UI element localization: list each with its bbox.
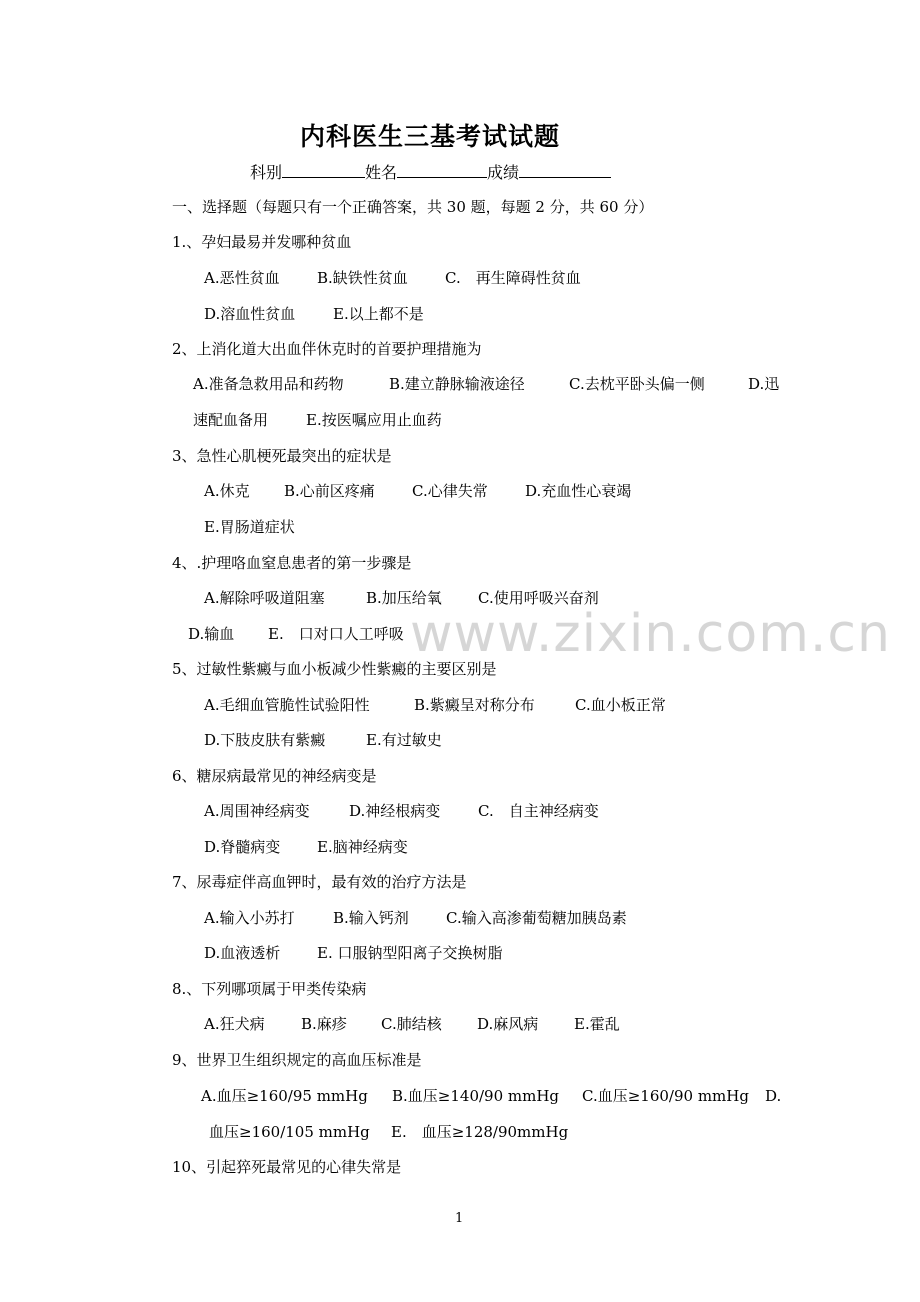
dept-blank[interactable] [282,162,365,178]
option-a: A.毛细血管脆性试验阳性 [204,696,370,714]
option-c: C.使用呼吸兴奋剂 [478,589,599,607]
option-b: B.输入钙剂 [333,909,409,927]
option-e: E.胃肠道症状 [204,518,295,536]
option-d: D.充血性心衰竭 [525,482,632,500]
watermark: www.zixin.com.cn [410,604,891,664]
option-a: A.输入小苏打 [204,909,295,927]
option-d-end: 血压≥160/105 mmHg [209,1123,370,1141]
question-9-stem: 9、世界卫生组织规定的高血压标准是 [172,1051,422,1069]
option-a: A.解除呼吸道阻塞 [204,589,325,607]
question-2-stem: 2、上消化道大出血伴休克时的首要护理措施为 [172,340,482,358]
option-a: A.周围神经病变 [204,802,310,820]
option-b: B.紫癜呈对称分布 [414,696,535,714]
option-b: B.血压≥140/90 mmHg [392,1087,560,1105]
option-a: A.狂犬病 [204,1015,265,1033]
option-b: D.神经根病变 [349,802,441,820]
question-1-stem: 1.、孕妇最易并发哪种贫血 [172,233,352,251]
option-e: E.脑神经病变 [317,838,408,856]
option-e: E. 口服钠型阳离子交换树脂 [317,944,503,962]
option-a: A.准备急救用品和药物 [193,375,344,393]
option-d: D.输血 [188,625,235,643]
section-heading: 一、选择题（每题只有一个正确答案，共 30 题，每题 2 分，共 60 分） [172,198,654,216]
option-e: E.霍乱 [574,1015,620,1033]
option-c: C.心律失常 [412,482,488,500]
option-e: E. 口对口人工呼吸 [268,625,404,643]
page-title: 内科医生三基考试试题 [299,122,560,151]
option-d: D.血液透析 [204,944,281,962]
option-c: C.肺结核 [381,1015,442,1033]
option-b: B.加压给氧 [366,589,442,607]
option-a: A.血压≥160/95 mmHg [201,1087,368,1105]
option-c: C.血小板正常 [575,696,666,714]
option-b: B.心前区疼痛 [284,482,375,500]
option-d: D.脊髓病变 [204,838,281,856]
option-e: E. 血压≥128/90mmHg [391,1123,569,1141]
dept-label: 科别 [250,163,283,182]
option-c: C.血压≥160/90 mmHg [582,1087,749,1105]
option-b: B.麻疹 [301,1015,347,1033]
score-label: 成绩 [487,163,520,182]
option-a: A.恶性贫血 [204,269,280,287]
option-d-end: 速配血备用 [193,411,269,429]
option-d: D.下肢皮肤有紫癜 [204,731,326,749]
exam-info-line [250,160,611,183]
option-c: C.去枕平卧头偏一侧 [569,375,705,393]
option-e: E.以上都不是 [333,305,424,323]
question-4-stem: 4、.护理咯血窒息患者的第一步骤是 [172,554,412,572]
option-c: C. 自主神经病变 [478,802,599,820]
question-3-stem: 3、急性心肌梗死最突出的症状是 [172,447,392,465]
score-blank[interactable] [519,162,611,178]
option-d: D.麻风病 [477,1015,539,1033]
option-c: C.输入高渗葡萄糖加胰岛素 [446,909,627,927]
option-d: D.溶血性贫血 [204,305,296,323]
option-b: B.建立静脉输液途径 [389,375,525,393]
option-e: E.按医嘱应用止血药 [306,411,442,429]
option-b: B.缺铁性贫血 [317,269,408,287]
option-c: C. 再生障碍性贫血 [445,269,581,287]
question-7-stem: 7、尿毒症伴高血钾时，最有效的治疗方法是 [172,873,467,891]
option-a: A.休克 [204,482,250,500]
name-label: 姓名 [365,163,398,182]
option-e: E.有过敏史 [366,731,442,749]
option-d-start: D. [765,1087,782,1105]
option-d-start: D.迅 [748,375,780,393]
question-6-stem: 6、糖尿病最常见的神经病变是 [172,767,377,785]
page-number: 1 [455,1211,464,1226]
question-10-stem: 10、引起猝死最常见的心律失常是 [172,1158,402,1176]
name-blank[interactable] [397,162,487,178]
question-8-stem: 8.、下列哪项属于甲类传染病 [172,980,367,998]
question-5-stem: 5、过敏性紫癜与血小板减少性紫癜的主要区别是 [172,660,497,678]
